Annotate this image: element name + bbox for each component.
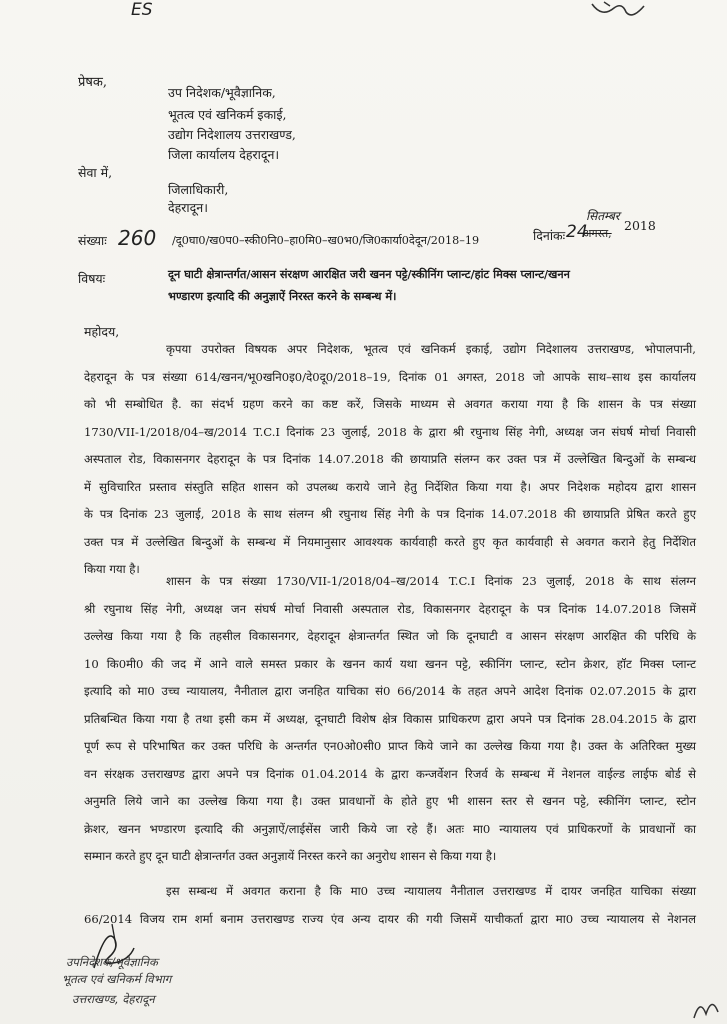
p2-line-10: क्रेशर, खनन भण्डारण इत्यादि की अनुज्ञाऐं/लाईसेंस जारी किये जा रहे हैं। अतः मा0 न्यायालय एवं प्राधिकरणों के प्रावधानों का xyxy=(84,821,696,836)
p2-line-6: प्रतिबन्धित किया गया है तथा इसी कम में अध्यक्ष, दूनघाटी विशेष क्षेत्र विकास प्राधिकरण द्वारा अपने पत्र दिनांक 28.04.2015 के द्वारा xyxy=(84,711,696,726)
sender-line-4: जिला कार्यालय देहरादून। xyxy=(168,147,280,162)
p2-line-8: वन संरक्षक उत्तराखण्ड द्वारा अपने पत्र दिनांक 01.04.2014 के द्वारा कन्जर्वेशन रिजर्व के सम्बन्ध में नेशनल वाईल्ड लाईफ बोर्ड से xyxy=(84,766,696,781)
handwritten-mark-left: ES xyxy=(131,0,153,20)
date-day-handwritten: 24 xyxy=(566,222,588,242)
recipient-line-1: जिलाधिकारी, xyxy=(168,182,229,197)
p3-line-2: 66/2014 विजय राम शर्मा बनाम उत्तराखण्ड राज्य एंव अन्य दायर की गयी जिसमें याचीकर्ता द्वारा मा0 उच्च न्यायालय से नेशनल xyxy=(84,911,696,926)
date-year: 2018 xyxy=(624,218,656,233)
sender-label: प्रेषक, xyxy=(78,75,108,90)
p1-line-6: में सुविचारित प्रस्ताव संस्तुति सहित शासन को उपलब्ध कराये जाने हेतु निर्देशित किया गया है। अपर निदेशक महोदय द्वारा शासन xyxy=(84,479,696,494)
p2-line-11: सम्मान करते हुए दून घाटी क्षेत्रान्तर्गत उक्त अनुज्ञायें निरस्त करने का अनुरोध शासन से किया गया है। xyxy=(84,849,497,863)
sender-line-2: भूतत्व एवं खनिकर्म इकाई, xyxy=(168,107,287,122)
page-corner-scribble xyxy=(690,992,722,1022)
recipient-label: सेवा में, xyxy=(78,165,113,180)
sender-line-1: उप निदेशक/भूवैज्ञानिक, xyxy=(168,85,276,100)
p1-line-4: 1730/VII-1/2018/04–ख/2014 T.C.I दिनांक 23 जुलाई, 2018 के द्वारा श्री रघुनाथ सिंह नेगी, अध्यक्ष जन संघर्ष मोर्चा निवासी xyxy=(84,424,696,439)
reference-number-handwritten: 260 xyxy=(118,226,157,250)
p2-line-2: श्री रघुनाथ सिंह नेगी, अध्यक्ष जन संघर्ष मोर्चा निवासी अस्पताल रोड, विकासनगर देहरादून के पत्र दिनांक 14.07.2018 जिसमें xyxy=(84,601,696,616)
salutation: महोदय, xyxy=(84,324,120,339)
p1-line-5: अस्पताल रोड, विकासनगर देहरादून के पत्र दिनांक 14.07.2018 की छायाप्रति संलग्न कर उक्त पत्र में उल्लेखित बिन्दुओं के सम्बन्ध xyxy=(84,452,696,466)
p2-line-9: अनुमति लिये जाने का उल्लेख किया गया है। उक्त प्रावधानों के होते हुए भी शासन स्तर से खनन पट्टे, स्कीनिंग प्लान्ट, स्टोन xyxy=(84,794,696,808)
body-paragraph-2 xyxy=(84,568,696,871)
p2-line-5: इत्यादि को मा0 उच्च न्यायालय, नैनीताल द्वारा जनहित याचिका सं0 66/2014 के तहत अपने आदेश दिनांक 02.07.2015 के द्वारा xyxy=(84,684,696,698)
p3-line-1: इस सम्बन्ध में अवगत कराना है कि मा0 उच्च न्यायालय नैनीताल उत्तराखण्ड में दायर जनहित याचिका संख्या xyxy=(166,884,696,898)
p1-line-9: किया गया है। xyxy=(84,562,140,576)
subject-line-2: भण्डारण इत्यादि की अनुज्ञाऐं निरस्त करने के सम्बन्ध में। xyxy=(168,289,397,303)
subject-label: विषयः xyxy=(78,271,106,286)
reference-label: संख्याः xyxy=(78,233,107,248)
stamp-line-2: भूतत्व एवं खनिकर्म विभाग xyxy=(62,972,172,986)
body-paragraph-3 xyxy=(84,878,696,933)
stamp-line-3: उत्तराखण्ड, देहरादून xyxy=(72,992,155,1006)
p1-line-3: को भी सम्बोधित है. का संदर्भ ग्रहण करने का कष्ट करें, जिसके माध्यम से अवगत कराया गया है कि शासन के पत्र संख्या xyxy=(84,397,696,411)
date-month-struck: अगस्त, xyxy=(583,227,612,240)
p2-line-7: पूर्ण रूप से परिभाषित कर उक्त परिधि के अन्तर्गत एन0ओ0सी0 प्राप्त किये जाने का उल्लेख किया गया है। उक्त के अतिरिक्त मुख्य xyxy=(84,739,696,753)
date-label: दिनांकः xyxy=(533,228,566,243)
p2-line-3: उल्लेख किया गया है कि तहसील विकासनगर, देहरादून क्षेत्रान्तर्गत स्थित जो कि दूनघाटी व आसन संरक्षण आरक्षित की परिधि के xyxy=(84,629,696,643)
p2-line-1: शासन के पत्र संख्या 1730/VII-1/2018/04–ख/2014 T.C.I दिनांक 23 जुलाई, 2018 के साथ संलग्न xyxy=(166,574,696,588)
p1-line-2: देहरादून के पत्र संख्या 614/खनन/भू0खनि0इ0/दे0दू0/2018–19, दिनांक 01 अगस्त, 2018 जो आपके साथ–साथ इस कार्यालय xyxy=(84,369,696,384)
p2-line-4: 10 कि0मी0 की जद में आने वाले समस्त प्रकार के खनन कार्य यथा खनन पट्टे, स्कीनिंग प्लान्ट, स्टोन क्रेशर, हॉट मिक्स प्लान्ट xyxy=(84,656,696,671)
handwritten-scribble-top-right xyxy=(588,0,648,22)
subject-line-1: दून घाटी क्षेत्रान्तर्गत/आसन संरक्षण आरक्षित जरी खनन पट्टे/स्कीनिंग प्लान्ट/हांट मिक्स प्लान्ट/खनन xyxy=(168,267,570,281)
p1-line-8: उक्त पत्र में उल्लेखित बिन्दुओं के सम्बन्ध में नियमानुसार आवश्यक कार्यवाही करते हुए कृत कार्यवाही से अवगत कराने हेतु निर्देशित xyxy=(84,534,696,549)
reference-code: /दू0घा0/ख0प0–स्की0नि0–हा0मि0–ख0भ0/जि0कार्या0देदून/2018–19 xyxy=(172,234,480,247)
sender-line-3: उद्योग निदेशालय उत्तराखण्ड, xyxy=(168,127,296,142)
recipient-line-2: देहरादून। xyxy=(168,200,208,215)
p1-line-1: कृपया उपरोक्त विषयक अपर निदेशक, भूतत्व एवं खनिकर्म इकाई, उद्योग निदेशालय उत्तराखण्ड, भोपालपानी, xyxy=(166,342,696,356)
p1-line-7: के पत्र दिनांक 23 जुलाई, 2018 के साथ संलग्न श्री रघुनाथ सिंह नेगी के पत्र दिनांक 14.07.2018 की छायाप्रति प्रेषित करते हुए xyxy=(84,507,696,521)
body-paragraph-1 xyxy=(84,336,696,584)
stamp-line-1: उपनिदेशक/भूवैज्ञानिक xyxy=(66,955,158,969)
date-month-handwritten: सितम्बर xyxy=(586,209,620,223)
